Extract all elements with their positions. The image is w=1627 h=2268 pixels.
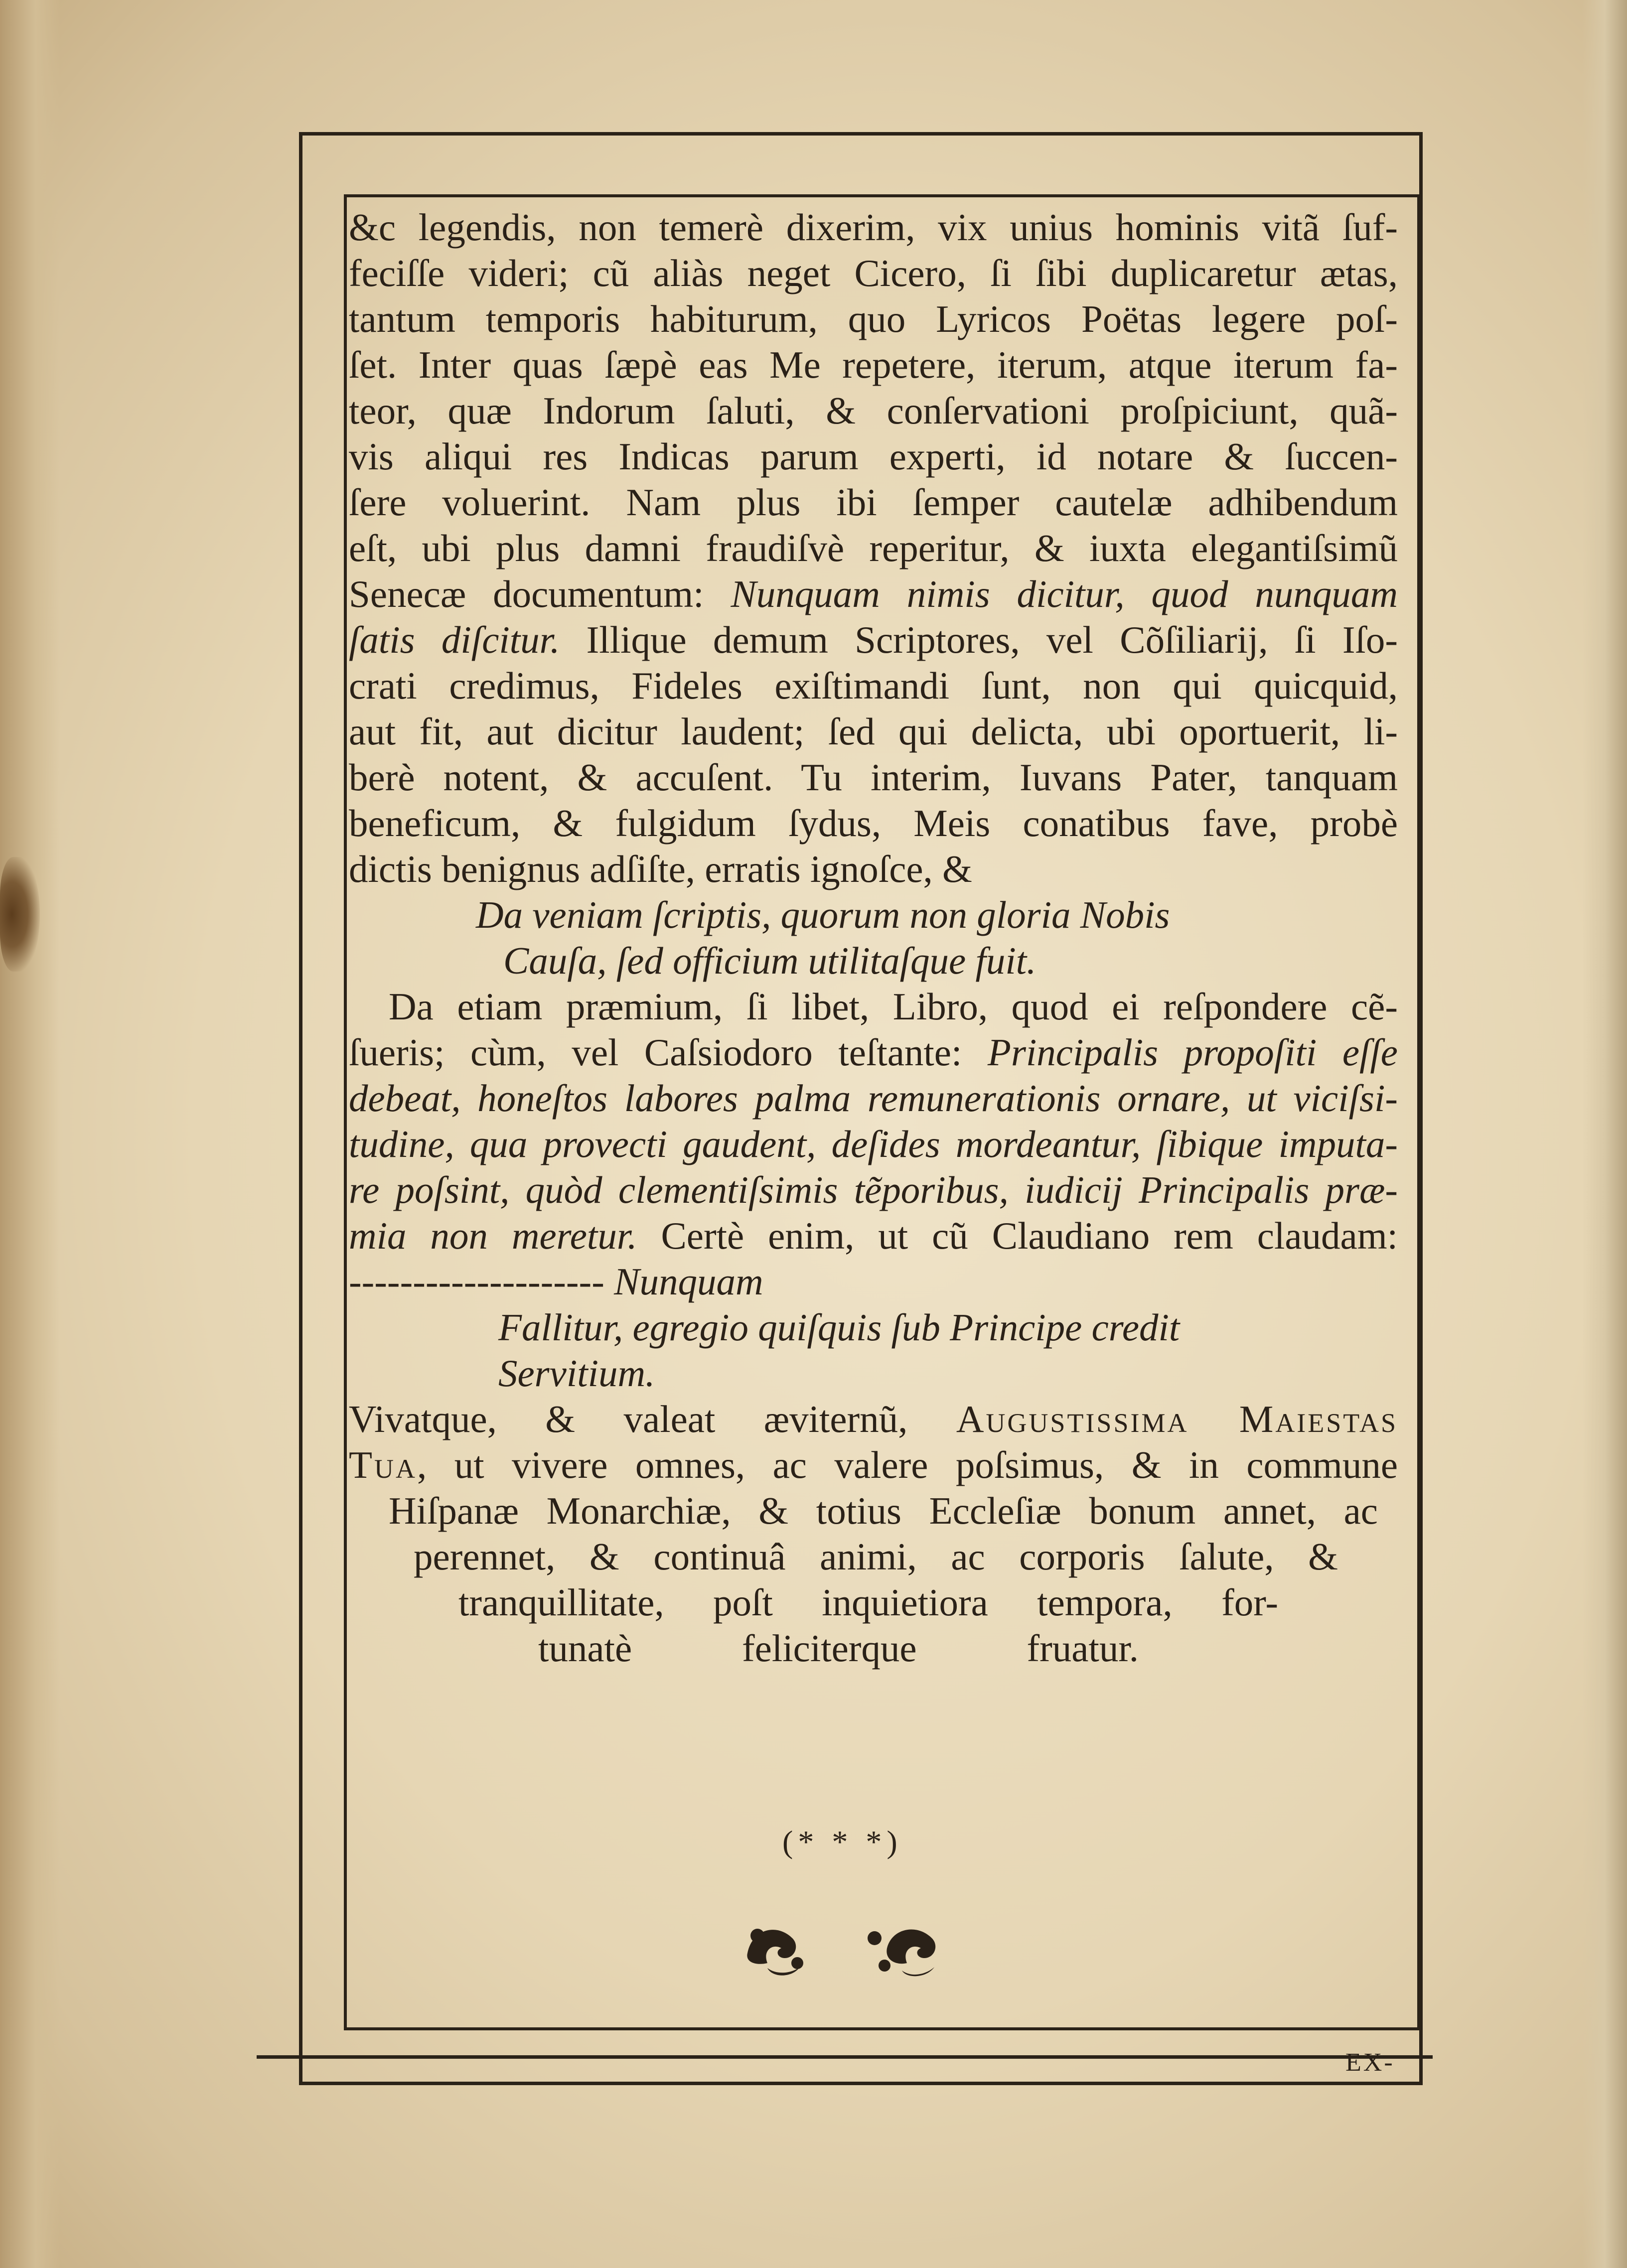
text-line — [349, 617, 1398, 663]
text-line: feciſſe videri; cũ aliàs neget Cicero, ſi ſibi duplicaretur ætas, — [349, 252, 1398, 294]
seneca-quote-end: ſatis diſcitur. — [349, 618, 560, 661]
text-roman: Illique demum Scriptores, vel Cõſiliarij, ſi Iſo- — [560, 618, 1398, 661]
verse-line: -------------------- Nunquam — [349, 1260, 763, 1303]
text-line: tantum temporis habiturum, quo Lyricos Poëtas legere poſ- — [349, 297, 1398, 340]
seneca-quote: Nunquam nimis dicitur, quod nunquam — [731, 572, 1398, 615]
text-line — [349, 1029, 1398, 1075]
majesty-title: Augustissima Maiestas — [956, 1398, 1398, 1440]
text-line: &c legendis, non temerè dixerim, vix unius hominis vitã ſuf- — [349, 206, 1398, 249]
text-line: aut fit, aut dicitur laudent; ſed qui delicta, ubi oportuerit, li- — [349, 710, 1398, 753]
quote-line: re poſsint, quòd clementiſsimis tẽporibus, iudicij Principalis præ- — [349, 1168, 1398, 1211]
body-text — [349, 204, 1398, 1671]
quote-line: tudine, qua provecti gaudent, deſides mordeantur, ſibique imputa- — [349, 1123, 1398, 1165]
text-line: dictis benignus adſiſte, erratis ignoſce, & — [349, 848, 972, 890]
closing-line: perennet, & continuâ animi, ac corporis ſalute, & — [414, 1535, 1338, 1578]
quote-end: mia non meretur. — [349, 1214, 637, 1257]
text-roman: Vivatque, & valeat æviternũ, — [349, 1398, 956, 1440]
closing-line: tranquillitate, poſt inquietiora tempora, for- — [458, 1581, 1278, 1624]
verse-line: Da veniam ſcriptis, quorum non gloria Nobis — [476, 893, 1170, 936]
text-line: eſt, ubi plus damni fraudiſvè reperitur, & iuxta elegantiſsimũ — [349, 527, 1398, 569]
ink-stain — [0, 857, 40, 972]
cassiodorus-quote: Principalis propoſiti eſſe — [987, 1031, 1398, 1074]
text-line — [349, 1396, 1398, 1442]
asterism: (* * *) — [782, 1824, 902, 1859]
text-line — [349, 571, 1398, 617]
text-line: Da etiam præmium, ſi libet, Libro, quod ei reſpondere cẽ- — [389, 985, 1398, 1028]
text-line — [349, 1213, 1398, 1259]
text-line: vis aliqui res Indicas parum experti, id notare & ſuccen- — [349, 435, 1398, 478]
text-roman: Senecæ documentum: — [349, 572, 731, 615]
text-line: beneficum, & fulgidum ſydus, Meis conatibus fave, probè — [349, 802, 1398, 845]
verse-line: Cauſa, ſed officium utilitaſque fuit. — [503, 939, 1036, 982]
text-roman: ſueris; cùm, vel Caſsiodoro teſtante: — [349, 1031, 988, 1074]
majesty-title-end: Tua — [349, 1443, 418, 1486]
printer-ornament-icon — [738, 1908, 947, 1978]
text-line — [349, 1442, 1398, 1488]
text-roman: , ut vivere omnes, ac valere poſsimus, & in commune — [417, 1443, 1398, 1486]
verse-line: Fallitur, egregio quiſquis ſub Principe credit — [498, 1306, 1180, 1349]
closing-line: tunatè feliciterque fruatur. — [538, 1627, 1139, 1670]
catchword: EX- — [1345, 2048, 1395, 2077]
binding-gutter — [0, 0, 60, 2268]
foot-rule — [257, 2055, 1433, 2059]
closing-line: Hiſpanæ Monarchiæ, & totius Eccleſiæ bonum annet, ac — [389, 1489, 1378, 1532]
quote-line: debeat, honeſtos labores palma remunerationis ornare, ut viciſsi- — [349, 1077, 1398, 1120]
page-edge — [1582, 0, 1627, 2268]
text-line: teor, quæ Indorum ſaluti, & conſervationi proſpiciunt, quã- — [349, 389, 1398, 432]
verse-line: Servitium. — [498, 1352, 655, 1395]
text-line: ſere voluerint. Nam plus ibi ſemper cautelæ adhibendum — [349, 481, 1398, 524]
text-line: ſet. Inter quas ſæpè eas Me repetere, iterum, atque iterum fa- — [349, 343, 1398, 386]
text-line: crati credimus, Fideles exiſtimandi ſunt, non qui quicquid, — [349, 664, 1398, 707]
text-line: berè notent, & accuſent. Tu interim, Iuvans Pater, tanquam — [349, 756, 1398, 799]
text-roman: Certè enim, ut cũ Claudiano rem claudam: — [637, 1214, 1398, 1257]
